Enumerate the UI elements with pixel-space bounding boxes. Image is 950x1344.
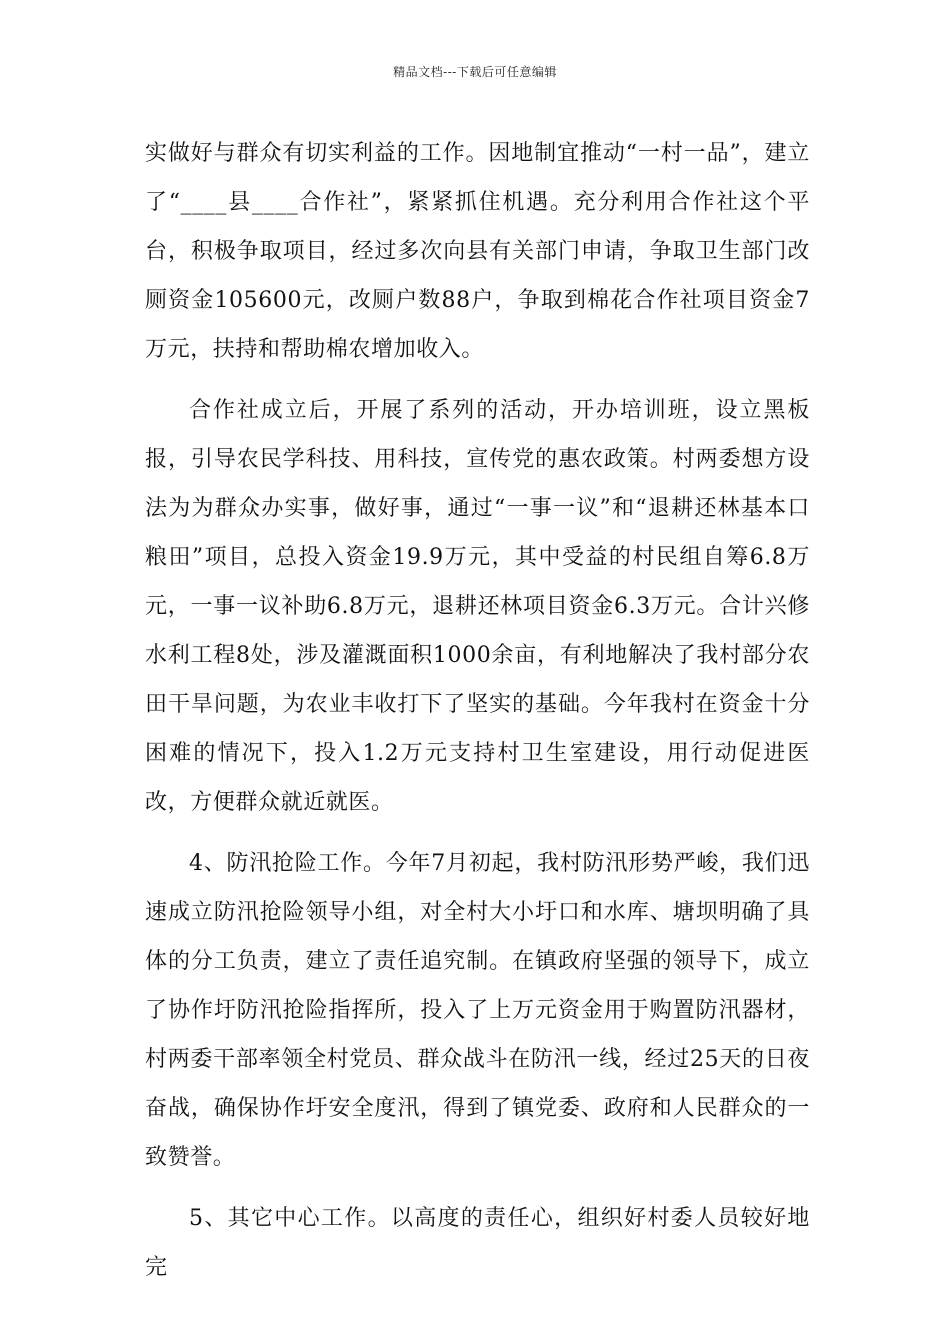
paragraph-cooperative-activities: 合作社成立后，开展了系列的活动，开办培训班，设立黑板报，引导农民学科技、用科技，宣传党的惠农政策。村两委想方设法为为群众办实事，做好事，通过“一事一议”和“退耕还林基本口粮田”项目，总投入资金19.9万元，其中受益的村民组自筹6.8万元，一事一议补助6.8万元，退耕还林项目资金6.3万元。合计兴修水利工程8处，涉及灌溉面积1000余亩，有利地解决了我村部分农田干旱问题，为农业丰收打下了坚实的基础。今年我村在资金十分困难的情况下，投入1.2万元支持村卫生室建设，用行动促进医改，方便群众就近就医。 <box>145 398 810 815</box>
document-body <box>145 129 810 1304</box>
paragraph-flood-control: 4、防汛抢险工作。今年7月初起，我村防汛形势严峻，我们迅速成立防汛抢险领导小组，对全村大小圩口和水库、塘坝明确了具体的分工负责，建立了责任追究制。在镇政府坚强的领导下，成立了协作圩防汛抢险指挥所，投入了上万元资金用于购置防汛器材，村两委干部率领全村党员、群众战斗在防汛一线，经过25天的日夜奋战，确保协作圩安全度汛，得到了镇党委、政府和人民群众的一致赞誉。 <box>145 851 810 1170</box>
paragraph-other-work: 5、其它中心工作。以高度的责任心，组织好村委人员较好地完 <box>145 1206 810 1280</box>
page-header: 精品文档---下载后可任意编辑 <box>393 65 557 79</box>
paragraph-cooperative-projects: 实做好与群众有切实利益的工作。因地制宜推动“一村一品”，建立了“____县____合作社”，紧紧抓住机遇。充分利用合作社这个平台，积极争取项目，经过多次向县有关部门申请，争取卫生部门改厕资金105600元，改厕户数88户，争取到棉花合作社项目资金7万元，扶持和帮助棉农增加收入。 <box>145 141 810 362</box>
